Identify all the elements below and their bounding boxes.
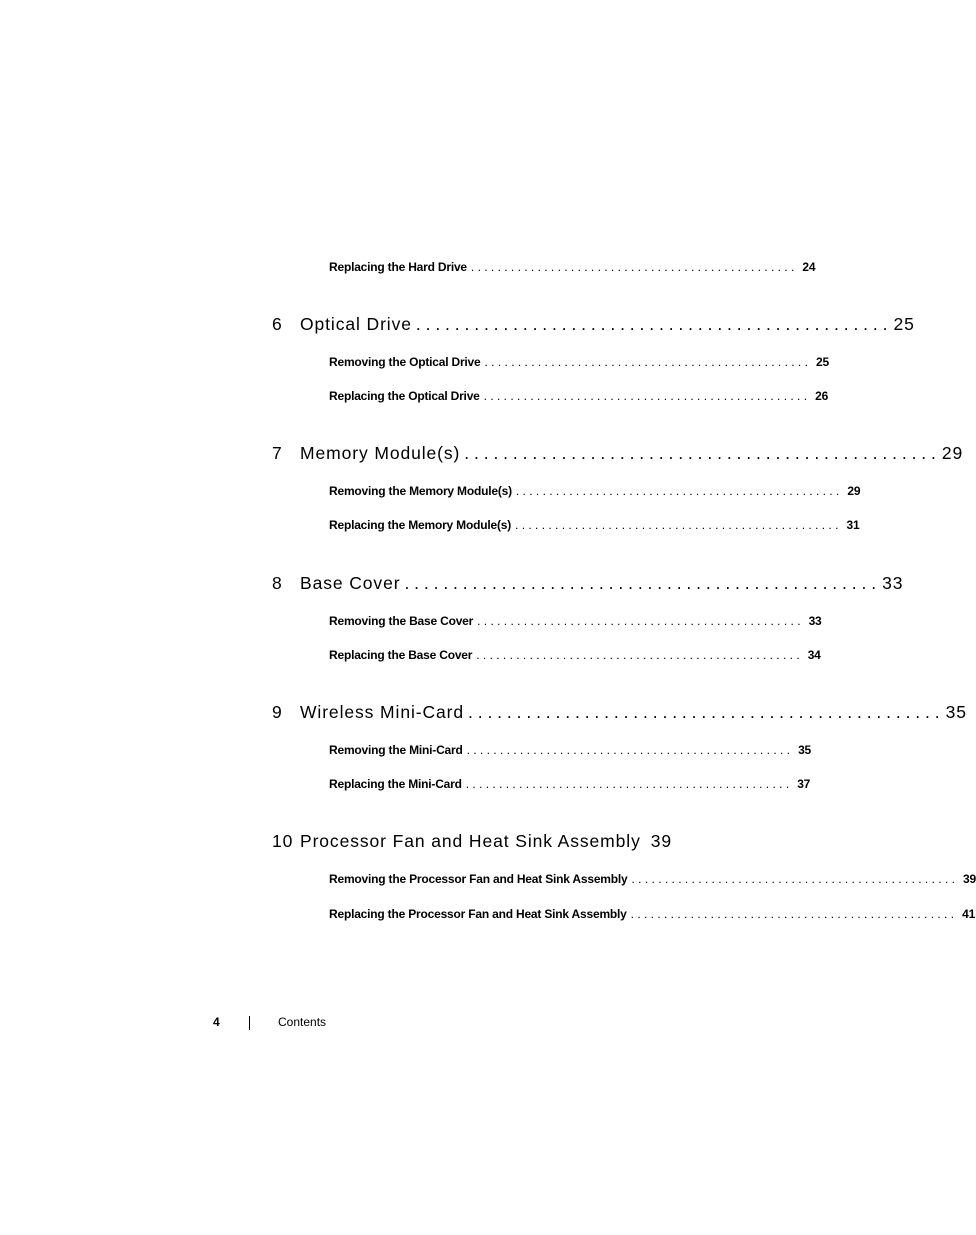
toc-section-title: Replacing the Memory Module(s) [329, 518, 512, 532]
toc-page-number: 39 [650, 831, 673, 851]
toc-section-title: Removing the Optical Drive [329, 355, 481, 369]
toc-section-title: Replacing the Processor Fan and Heat Sink Assembly [329, 907, 627, 921]
dot-leader [477, 614, 800, 628]
dot-leader [631, 907, 954, 921]
toc-page-number: 25 [893, 314, 915, 334]
dot-leader [464, 443, 936, 464]
toc-page-number: 33 [808, 614, 822, 628]
toc-section-removing-optical-drive[interactable] [329, 355, 829, 373]
toc-section-replacing-optical-drive[interactable] [329, 389, 829, 407]
toc-page-number: 24 [802, 260, 816, 274]
toc-page-number: 29 [847, 484, 861, 498]
footer-section-label: Contents [278, 1015, 327, 1029]
toc-chapter-8[interactable] [272, 573, 904, 597]
toc-page-number: 25 [815, 355, 829, 369]
toc-section-title: Replacing the Base Cover [329, 648, 473, 662]
chapter-title: Base Cover [300, 573, 401, 593]
toc-page-number: 26 [815, 389, 829, 403]
toc-section-replacing-mini-card[interactable] [329, 777, 811, 795]
dot-leader [516, 484, 839, 498]
toc-section-title: Replacing the Mini-Card [329, 777, 462, 791]
toc-section-title: Replacing the Optical Drive [329, 389, 480, 403]
dot-leader [404, 573, 876, 594]
toc-section-removing-mini-card[interactable] [329, 743, 812, 761]
toc-section-replacing-processor-fan[interactable] [329, 907, 976, 925]
footer-page-number: 4 [213, 1015, 220, 1029]
toc-page-number: 34 [807, 648, 821, 662]
toc-page-number: 41 [962, 907, 976, 921]
toc-section-replacing-base-cover[interactable] [329, 648, 821, 666]
toc-page-number: 37 [797, 777, 811, 791]
toc-section-title: Removing the Memory Module(s) [329, 484, 512, 498]
toc-section-removing-base-cover[interactable] [329, 614, 822, 632]
toc-section-removing-processor-fan[interactable] [329, 872, 976, 890]
dot-leader [632, 872, 955, 886]
chapter-number: 10 [272, 831, 294, 851]
dot-leader [485, 355, 808, 369]
dot-leader [416, 314, 888, 335]
toc-section-replacing-hard-drive[interactable] [329, 260, 816, 278]
dot-leader [467, 743, 790, 757]
toc-page-number: 33 [882, 573, 904, 593]
dot-leader [484, 389, 807, 403]
toc-section-title: Removing the Base Cover [329, 614, 474, 628]
toc-chapter-6[interactable] [272, 314, 915, 338]
toc-page-number: 35 [798, 743, 812, 757]
toc-page-number: 31 [846, 518, 860, 532]
chapter-number: 7 [272, 443, 283, 463]
dot-leader [515, 518, 838, 532]
toc-page-number: 29 [941, 443, 964, 463]
toc-section-title: Removing the Processor Fan and Heat Sink Assembly [329, 872, 628, 886]
toc-chapter-9[interactable] [272, 702, 967, 726]
chapter-title: Processor Fan and Heat Sink Assembly [300, 831, 641, 851]
footer-separator [249, 1016, 250, 1030]
chapter-number: 8 [272, 573, 283, 593]
dot-leader [466, 777, 789, 791]
chapter-number: 6 [272, 314, 283, 334]
page-footer [0, 1015, 954, 1035]
dot-leader [468, 702, 940, 723]
chapter-title: Wireless Mini-Card [300, 702, 464, 722]
toc-section-replacing-memory-modules[interactable] [329, 518, 860, 536]
chapter-number: 9 [272, 702, 283, 722]
toc-section-title: Replacing the Hard Drive [329, 260, 467, 274]
toc-page-number: 39 [962, 872, 976, 886]
toc-chapter-10[interactable] [272, 831, 673, 855]
chapter-title: Optical Drive [300, 314, 412, 334]
toc-chapter-7[interactable] [272, 443, 964, 467]
dot-leader [471, 260, 794, 274]
toc-section-removing-memory-modules[interactable] [329, 484, 861, 502]
toc-page-number: 35 [945, 702, 967, 722]
chapter-title: Memory Module(s) [300, 443, 461, 463]
dot-leader [476, 648, 799, 662]
toc-section-title: Removing the Mini-Card [329, 743, 463, 757]
